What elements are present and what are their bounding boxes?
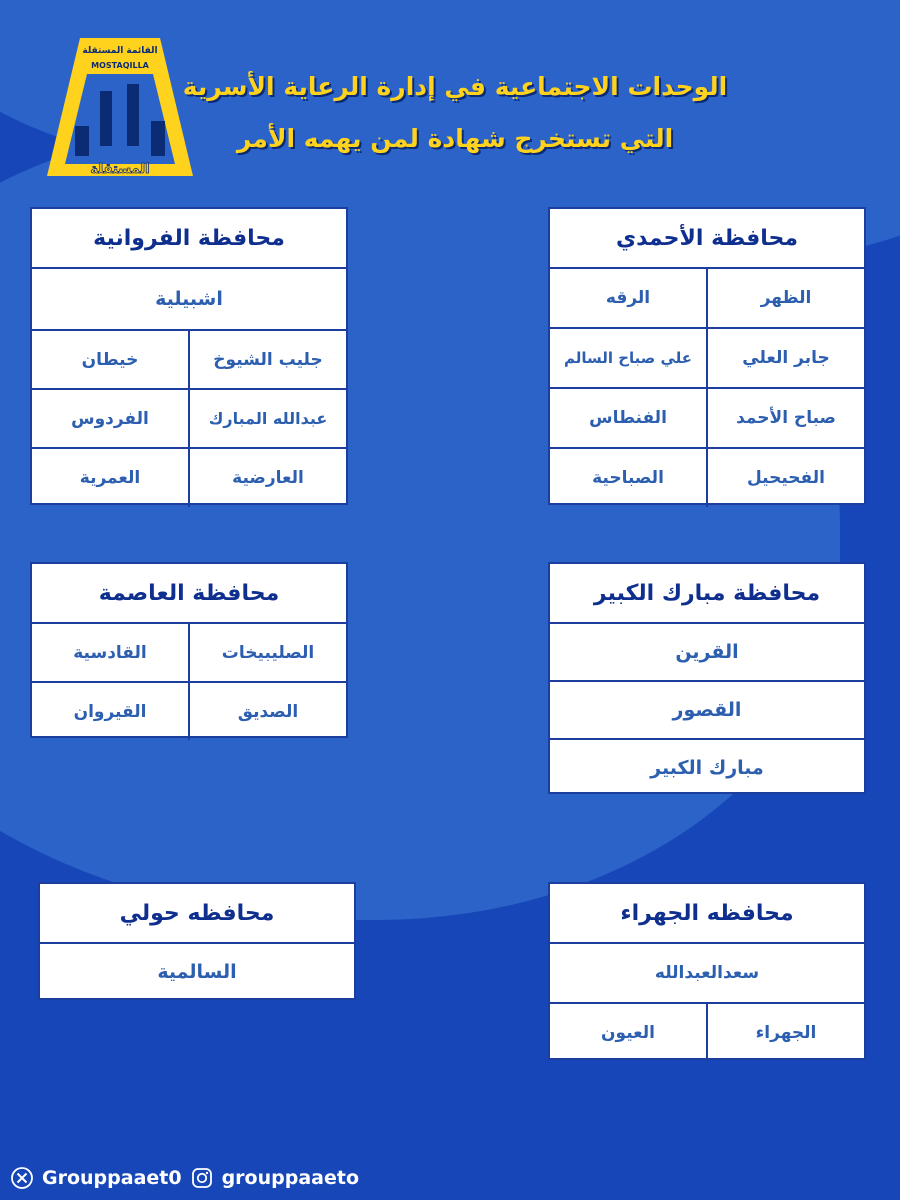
area-name: عبدالله المبارك [208,409,328,428]
table-row [550,449,864,507]
hawalli-card [38,882,356,1000]
area-name: الصباحية [550,449,708,507]
area-name: الجهراء [755,1023,817,1043]
mubarak-card [548,562,866,794]
logo [45,36,195,186]
table-row [550,624,864,682]
table-row [32,449,346,507]
area-name: الفنطاس [550,389,708,447]
card-title: محافظة العاصمة [32,564,346,624]
table-row [32,390,346,449]
table-row [40,944,354,1000]
card-title: محافظة الفروانية [32,209,346,269]
social-footer [10,1160,359,1196]
table-row [550,389,864,449]
area-name: الصليبيخات [221,642,315,663]
area-name: سعدالعبدالله [654,963,760,983]
area-name: خيطان [32,331,190,388]
table-row [32,624,346,683]
area-name: القادسية [32,624,190,681]
card-title: محافظه حولي [40,884,354,944]
area-name: الفحيحيل [747,468,826,488]
page-title: الوحدات الاجتماعية في إدارة الرعاية الأسرية [182,72,728,101]
table-row [32,331,346,390]
area-name: علي صباح السالم [550,329,708,387]
area-name: جابر العلي [742,348,830,368]
jahra-card [548,882,866,1060]
table-row [550,682,864,740]
instagram-icon[interactable] [190,1166,214,1190]
area-name: الفردوس [32,390,190,447]
capital-card [30,562,348,738]
card-title: محافظه الجهراء [550,884,864,944]
page-subtitle: التي تستخرج شهادة لمن يهمه الأمر [236,124,674,153]
area-name: الظهر [760,288,812,308]
area-name: اشبيلية [155,288,223,310]
area-name: العمرية [32,449,190,507]
area-name: صباح الأحمد [736,408,836,428]
ahmadi-card [548,207,866,505]
area-name: العارضية [232,468,304,488]
instagram-handle[interactable]: grouppaaeto [221,1167,359,1189]
x-icon[interactable] [10,1166,34,1190]
x-handle[interactable]: Grouppaaet0 [42,1167,182,1189]
card-title: محافظة الأحمدي [550,209,864,269]
area-name: الرقه [550,269,708,327]
logo-text-bottom: المستقلة [90,162,150,177]
area-name: القصور [672,699,742,721]
table-row [550,740,864,796]
area-name: مبارك الكبير [650,757,764,779]
table-row [550,944,864,1004]
area-name: القرين [675,641,739,663]
logo-text-latin: MOSTAQILLA [91,61,149,70]
table-row [32,683,346,740]
area-name: جليب الشيوخ [213,349,323,370]
table-row [550,1004,864,1062]
area-name: القيروان [32,683,190,740]
table-row [550,269,864,329]
area-name: الصديق [237,701,299,722]
logo-text-top: القائمة المستقلة [82,46,158,56]
card-title: محافظة مبارك الكبير [550,564,864,624]
area-name: العيون [550,1004,708,1062]
table-row [550,329,864,389]
table-row [32,269,346,331]
farwaniya-card [30,207,348,505]
area-name: السالمية [157,961,237,983]
